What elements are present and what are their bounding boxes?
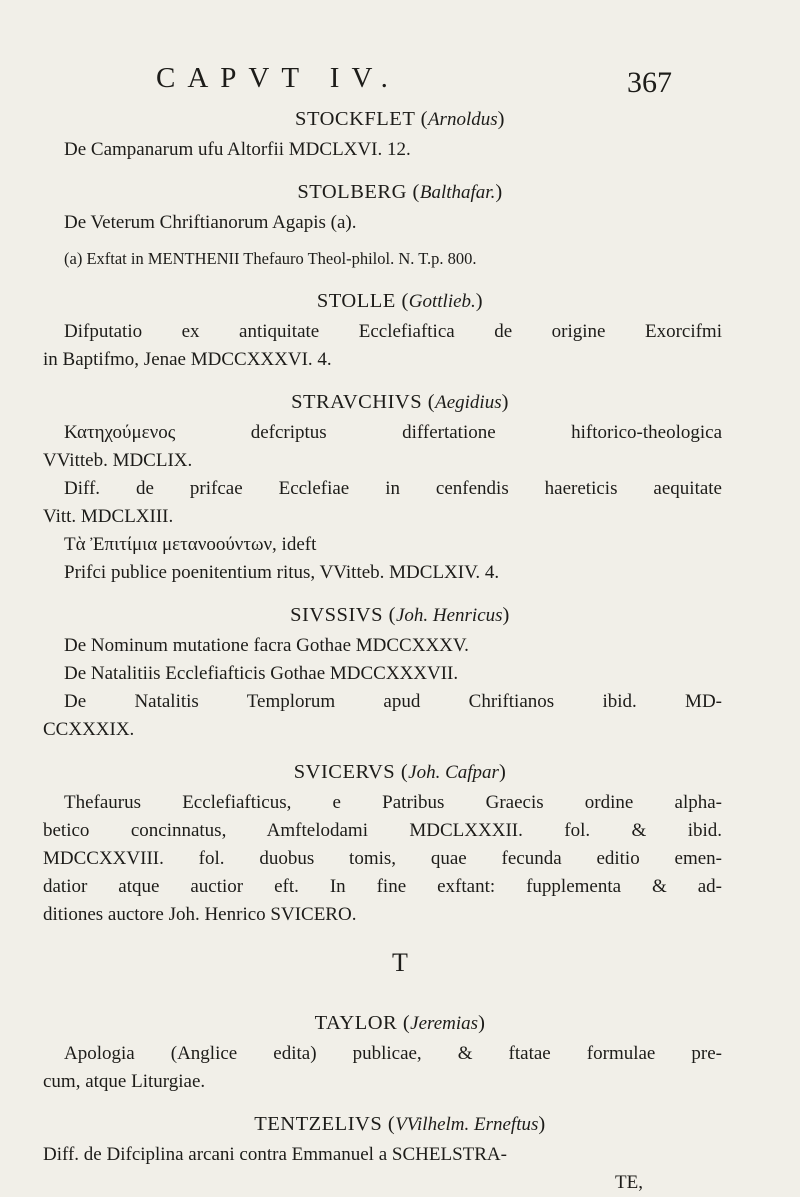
author-surname: STOCKFLET	[295, 108, 415, 130]
entry-line: VVitteb. MDCLIX.	[43, 450, 193, 471]
author-surname: TENTZELIVS	[254, 1113, 383, 1135]
entry-line: De Natalitis Templorum apud Chriftianos ibid. MD-	[64, 691, 722, 712]
author-given-name: Gottlieb.	[408, 291, 476, 312]
catchword: TE,	[615, 1172, 643, 1193]
bibliography-entry	[0, 386, 800, 587]
entry-line: Apologia (Anglice edita) publicae, & ftatae formulae pre-	[64, 1043, 722, 1064]
entry-line: Difputatio ex antiquitate Ecclefiaftica de origine Exorcifmi	[64, 321, 722, 342]
entry-line: Thefaurus Ecclefiafticus, e Patribus Graecis ordine alpha-	[64, 792, 722, 813]
entry-line: Diff. de Difciplina arcani contra Emmanuel a SCHELSTRA-	[43, 1144, 507, 1165]
author-given-name: Arnoldus	[427, 109, 498, 130]
entry-heading: STOLBERG (Balthafar.)	[297, 181, 503, 203]
entry-line: cum, atque Liturgiae.	[43, 1071, 206, 1092]
author-given-name: Joh. Cafpar	[408, 762, 499, 783]
entry-heading: STRAVCHIVS (Aegidius)	[291, 391, 509, 413]
author-given-name: Balthafar.	[419, 182, 496, 203]
bibliography-entry	[0, 1108, 800, 1169]
author-surname: SVICERVS	[293, 761, 396, 783]
entry-heading: TAYLOR (Jeremias)	[314, 1012, 486, 1034]
author-surname: TAYLOR	[314, 1012, 398, 1034]
bibliography-entry	[0, 176, 800, 273]
bibliography-entry	[0, 1007, 800, 1096]
entry-line: De Veterum Chriftianorum Agapis (a).	[64, 212, 357, 233]
bibliography-entry	[0, 285, 800, 374]
entry-heading: STOCKFLET (Arnoldus)	[295, 108, 505, 130]
entry-heading: TENTZELIVS (VVilhelm. Erneftus)	[254, 1113, 546, 1135]
author-given-name: VVilhelm. Erneftus	[395, 1114, 539, 1135]
entry-line: Τὰ Ἐπιτίμια μετανοούντων, ideft	[64, 534, 317, 555]
running-head: CAPVT IV.	[156, 62, 400, 94]
section-letter: T	[392, 948, 408, 977]
author-given-name: Jeremias	[410, 1013, 479, 1034]
entry-heading: SVICERVS (Joh. Cafpar)	[293, 761, 507, 783]
author-surname: STOLLE	[316, 290, 396, 312]
entry-line: Κατηχούμενος defcriptus differtatione hiftorico-theologica	[64, 422, 722, 443]
entry-line: ditiones auctore Joh. Henrico SVICERO.	[43, 904, 357, 925]
entry-line: Prifci publice poenitentium ritus, VVitteb. MDCLXIV. 4.	[64, 562, 500, 583]
bibliography-entry	[0, 599, 800, 744]
entry-line: CCXXXIX.	[43, 719, 135, 740]
entry-line: De Natalitiis Ecclefiafticis Gothae MDCCXXXVII.	[64, 663, 459, 684]
entry-line: datior atque auctior eft. In fine exftant: fupplementa & ad-	[43, 876, 722, 897]
author-surname: STOLBERG	[297, 181, 407, 203]
entry-line: Diff. de prifcae Ecclefiae in cenfendis haereticis aequitate	[64, 478, 722, 499]
author-given-name: Aegidius	[435, 392, 502, 413]
author-surname: STRAVCHIVS	[291, 391, 423, 413]
entry-line: Vitt. MDCLXIII.	[43, 506, 174, 527]
page-number: 367	[627, 66, 672, 99]
entry-line: MDCCXXVIII. fol. duobus tomis, quae fecunda editio emen-	[43, 848, 722, 869]
bibliography-text	[0, 103, 800, 1197]
entry-line: in Baptifmo, Jenae MDCCXXXVI. 4.	[43, 349, 332, 370]
entry-heading: SIVSSIVS (Joh. Henricus)	[290, 604, 510, 626]
entry-line: De Campanarum ufu Altorfii MDCLXVI. 12.	[64, 139, 411, 160]
entry-line: De Nominum mutatione facra Gothae MDCCXXXV.	[64, 635, 469, 656]
author-given-name: Joh. Henricus	[395, 605, 503, 626]
entry-heading: STOLLE (Gottlieb.)	[316, 290, 484, 312]
author-surname: SIVSSIVS	[290, 604, 383, 626]
footnote: (a) Exftat in MENTHENII Thefauro Theol-philol. N. T.p. 800.	[64, 249, 477, 268]
entry-line: betico concinnatus, Amftelodami MDCLXXXII. fol. & ibid.	[43, 820, 722, 841]
bibliography-entry	[0, 756, 800, 929]
page-header	[0, 62, 800, 102]
bibliography-entry	[0, 103, 800, 164]
